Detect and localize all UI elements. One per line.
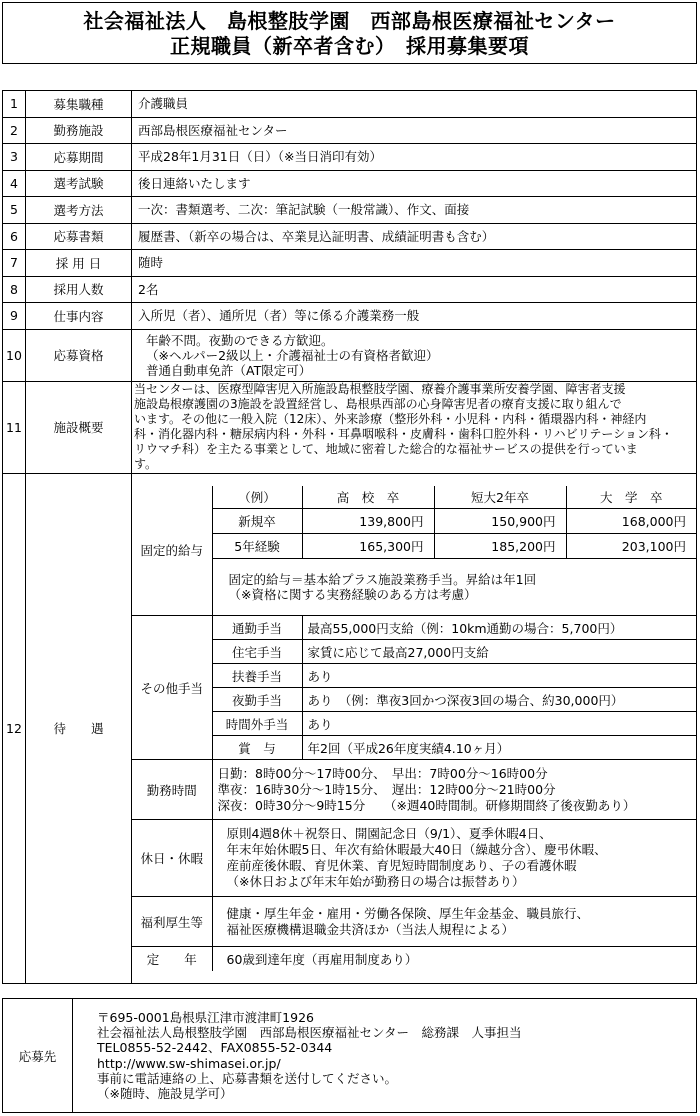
contact-table — [2, 998, 697, 1113]
allowance-value: あり （例：準夜3回かつ深夜3回の場合、約30,000円） — [302, 688, 696, 712]
salary-value: 139,800円 — [302, 509, 434, 534]
table-row — [3, 473, 697, 983]
text-line: 年齢不問。夜勤のできる方歓迎。 — [146, 332, 334, 348]
row-label: 待 遇 — [26, 473, 132, 983]
row-label: 仕事内容 — [26, 303, 132, 330]
retirement-label: 定 年 — [132, 947, 212, 971]
treatment-table — [132, 486, 696, 971]
row-number: 1 — [3, 91, 26, 118]
text-line: リウマチ科）を主たる事業として、地域に密着した総合的な福祉サービスの提供を行っていま — [134, 441, 638, 456]
allowance-row — [132, 616, 696, 640]
text-line: 健康・厚生年金・雇用・労働各保険、厚生年金基金、職員旅行、 — [226, 905, 590, 921]
table-row — [3, 170, 697, 197]
welfare-label: 福利厚生等 — [132, 897, 212, 947]
allowance-name: 扶養手当 — [212, 664, 302, 688]
row-value: 介護職員 — [132, 91, 697, 118]
row-label: 勤務施設 — [26, 117, 132, 144]
row-value: 西部島根医療福祉センター — [132, 117, 697, 144]
row-value: 後日連絡いたします — [132, 170, 697, 197]
allowance-name: 夜勤手当 — [212, 688, 302, 712]
row-label: 採用人数 — [26, 276, 132, 303]
salary-header-cell: （例） — [212, 486, 302, 509]
row-label: 応募書類 — [26, 223, 132, 250]
row-value: 入所児（者）、通所児（者）等に係る介護業務一般 — [132, 303, 697, 330]
recruitment-table — [2, 90, 697, 984]
contact-note: （※随時、施設見学可） — [97, 1085, 233, 1101]
contact-label: 応募先 — [3, 999, 73, 1113]
table-row — [3, 117, 697, 144]
row-label: 選考試験 — [26, 170, 132, 197]
work-hours-text — [212, 760, 696, 820]
salary-header-cell: 短大2年卒 — [434, 486, 566, 509]
allowance-name: 時間外手当 — [212, 712, 302, 736]
row-number: 2 — [3, 117, 26, 144]
allowance-row — [132, 688, 696, 712]
text-line: 固定的給与＝基本給プラス施設業務手当。昇給は年1回 — [228, 572, 537, 587]
table-row — [3, 91, 697, 118]
row-value: 平成28年1月31日（日）（※当日消印有効） — [132, 144, 697, 171]
text-line: （※休日および年末年始が勤務日の場合は振替あり） — [226, 874, 525, 889]
row-label: 応募期間 — [26, 144, 132, 171]
allowance-row — [132, 640, 696, 664]
table-row — [3, 276, 697, 303]
allowance-value: 最高55,000円支給（例：10km通勤の場合：5,700円） — [302, 616, 696, 640]
row-label: 施設概要 — [26, 381, 132, 473]
contact-address: 〒695-0001島根県江津市渡津町1926 — [97, 1009, 314, 1025]
table-row — [3, 303, 697, 330]
text-line: 福祉医療機構退職金共済ほか（当法人規程による） — [226, 921, 515, 937]
row-number: 7 — [3, 250, 26, 277]
table-row — [3, 381, 697, 473]
row-label: 募集職種 — [26, 91, 132, 118]
work-hours-label: 勤務時間 — [132, 760, 212, 820]
contact-organization: 社会福祉法人島根整肢学園 西部島根医療福祉センター 総務課 人事担当 — [97, 1025, 522, 1041]
text-line: す。 — [134, 456, 158, 471]
text-line: 産前産後休暇、育児休業、育児短時間制度あり、子の看護休暇 — [226, 858, 577, 873]
row-number: 5 — [3, 197, 26, 224]
allowance-name: 賞 与 — [212, 736, 302, 760]
row-number: 12 — [3, 473, 26, 983]
salary-value: 168,000円 — [566, 509, 696, 534]
row-number: 10 — [3, 329, 26, 381]
text-line: 準夜：16時30分～1時15分、 遅出：12時00分～21時00分 — [217, 781, 556, 797]
salary-header-row — [132, 486, 696, 509]
contact-details — [73, 999, 697, 1113]
table-row — [3, 329, 697, 381]
row-value: 履歴書、（新卒の場合は、卒業見込証明書、成績証明書も含む） — [132, 223, 697, 250]
text-line: 日勤：8時00分～17時00分、 早出：7時00分～16時00分 — [217, 765, 548, 781]
contact-row — [3, 999, 697, 1113]
row-value: 一次：書類選考、二次：筆記試験（一般常識）、作文、面接 — [132, 197, 697, 224]
row-number: 8 — [3, 276, 26, 303]
title-line-2: 正規職員（新卒者含む） 採用募集要項 — [170, 34, 529, 58]
salary-row — [132, 509, 696, 534]
text-line: 普通自動車免許（AT限定可） — [146, 362, 312, 378]
table-row — [3, 144, 697, 171]
title-line-1: 社会福祉法人 島根整肢学園 西部島根医療福祉センター — [83, 9, 616, 33]
row-value: 2名 — [132, 276, 697, 303]
table-row — [3, 223, 697, 250]
allowance-name: 住宅手当 — [212, 640, 302, 664]
allowance-row — [132, 712, 696, 736]
salary-value: 150,900円 — [434, 509, 566, 534]
allowance-name: 通勤手当 — [212, 616, 302, 640]
allowance-row — [132, 736, 696, 760]
row-value: 随時 — [132, 250, 697, 277]
salary-header-cell: 高 校 卒 — [302, 486, 434, 509]
contact-instruction: 事前に電話連絡の上、応募書類を送付してください。 — [97, 1070, 398, 1086]
qualifications-text — [132, 329, 697, 381]
text-line: 年末年始休暇5日、年次有給休暇最大40日（繰越分含）、慶弔休暇、 — [226, 842, 607, 857]
treatment-details — [132, 473, 697, 983]
row-number: 6 — [3, 223, 26, 250]
table-row — [3, 197, 697, 224]
allowance-value: あり — [302, 712, 696, 736]
retirement-value: 60歳到達年度（再雇用制度あり） — [212, 947, 696, 971]
text-line: います。その他に一般入院（12床）、外来診療（整形外科・小児科・内科・循環器内科・神経内 — [134, 411, 647, 426]
holidays-text — [212, 820, 696, 897]
allowance-value: 家賃に応じて最高27,000円支給 — [302, 640, 696, 664]
salary-note — [212, 559, 696, 616]
row-number: 9 — [3, 303, 26, 330]
contact-website-link[interactable]: http://www.sw-shimasei.or.jp/ — [97, 1055, 281, 1071]
salary-row — [132, 534, 696, 559]
salary-value: 203,100円 — [566, 534, 696, 559]
row-label: 採 用 日 — [26, 250, 132, 277]
text-line: 深夜：0時30分～9時15分 （※週40時間制。研修期間終了後夜勤あり） — [217, 797, 636, 813]
text-line: 原則4週8休＋祝祭日、開園記念日（9/1）、夏季休暇4日、 — [226, 826, 552, 841]
text-line: 当センターは、医療型障害児入所施設島根整肢学園、療養介護事業所安養学園、障害者支援 — [134, 381, 626, 396]
row-label: 応募資格 — [26, 329, 132, 381]
other-allowances-label: その他手当 — [132, 616, 212, 760]
salary-row-label: 5年経験 — [212, 534, 302, 559]
salary-header-cell: 大 学 卒 — [566, 486, 696, 509]
contact-phone-fax: TEL0855-52-2442、FAX0855-52-0344 — [97, 1040, 333, 1056]
welfare-row — [132, 897, 696, 947]
salary-row-label: 新規卒 — [212, 509, 302, 534]
salary-value: 185,200円 — [434, 534, 566, 559]
text-line: （※資格に関する実務経験のある方は考慮） — [228, 587, 477, 602]
row-number: 3 — [3, 144, 26, 171]
row-number: 11 — [3, 381, 26, 473]
allowance-value: 年2回（平成26年度実績4.10ヶ月） — [302, 736, 696, 760]
text-line: 科・消化器内科・糖尿病内科・外科・耳鼻咽喉科・皮膚科・歯科口腔外科・リハビリテーション科・ — [134, 426, 673, 441]
holidays-label: 休日・休暇 — [132, 820, 212, 897]
row-label: 選考方法 — [26, 197, 132, 224]
welfare-text — [212, 897, 696, 947]
facility-overview-text — [132, 381, 697, 473]
document-title — [2, 2, 697, 64]
work-hours-row — [132, 760, 696, 820]
text-line: 施設島根療護園の3施設を設置経営し、島根県西部の心身障害児者の療育支援に取り組んで — [134, 396, 622, 411]
allowance-value: あり — [302, 664, 696, 688]
holidays-row — [132, 820, 696, 897]
allowance-row — [132, 664, 696, 688]
row-number: 4 — [3, 170, 26, 197]
salary-value: 165,300円 — [302, 534, 434, 559]
fixed-salary-label: 固定的給与 — [132, 486, 212, 616]
text-line: （※ヘルパー2級以上・介護福祉士の有資格者歓迎） — [146, 347, 439, 363]
salary-note-row — [132, 559, 696, 616]
retirement-row — [132, 947, 696, 971]
table-row — [3, 250, 697, 277]
